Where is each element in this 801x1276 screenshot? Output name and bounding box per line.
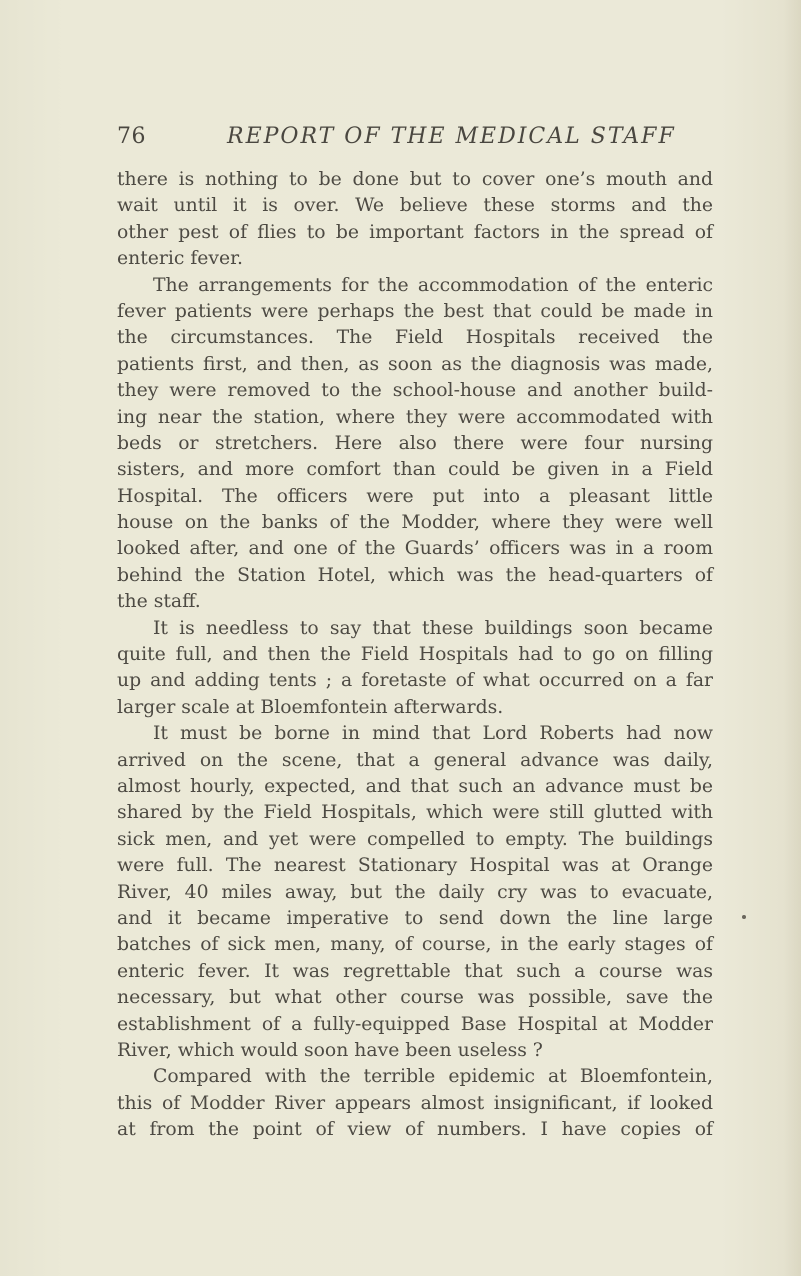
page-number: 76 [117, 124, 146, 149]
paragraph [117, 1064, 713, 1143]
text-line: they were removed to the school-house and another build- [117, 380, 713, 402]
text-line: and it became imperative to send down the line large [117, 907, 713, 929]
text-line: It must be borne in mind that Lord Roberts had now [153, 723, 713, 745]
text-line: wait until it is over. We believe these storms and the [117, 195, 713, 217]
text-line: beds or stretchers. Here also there were four nursing [117, 432, 713, 454]
paragraph [117, 616, 713, 722]
text-line: fever patients were perhaps the best that could be made in [117, 300, 713, 322]
text-line: The arrangements for the accommodation of the enteric [153, 274, 713, 296]
text-line: enteric fever. It was regrettable that such a course was [117, 960, 713, 982]
text-line: River, which would soon have been useless ? [117, 1039, 543, 1061]
text-line: were full. The nearest Stationary Hospital was at Orange [117, 855, 713, 877]
text-line: necessary, but what other course was possible, save the [117, 987, 713, 1009]
page-edge-shadow [783, 0, 801, 1276]
text-line: larger scale at Bloemfontein afterwards. [117, 696, 504, 718]
text-line: sick men, and yet were compelled to empty. The buildings [117, 828, 713, 850]
text-line: establishment of a fully-equipped Base Hospital at Modder [117, 1013, 713, 1035]
text-line: up and adding tents ; a foretaste of what occurred on a far [117, 670, 713, 692]
paragraph [117, 167, 713, 273]
text-line: River, 40 miles away, but the daily cry was to evacuate, [117, 881, 713, 903]
text-line: batches of sick men, many, of course, in the early stages of [117, 934, 713, 956]
running-title: REPORT OF THE MEDICAL STAFF [227, 124, 676, 149]
margin-dot-mark [742, 915, 746, 919]
text-line: arrived on the scene, that a general advance was daily, [117, 749, 713, 771]
text-line: quite full, and then the Field Hospitals had to go on filling [117, 644, 713, 666]
text-line: there is nothing to be done but to cover one’s mouth and [117, 169, 713, 190]
paragraph [117, 721, 713, 1064]
text-line: Hospital. The officers were put into a pleasant little [117, 485, 713, 507]
body-text [117, 167, 713, 1143]
text-line: enteric fever. [117, 248, 244, 270]
text-line: other pest of flies to be important factors in the spread of [117, 221, 713, 243]
text-line: It is needless to say that these buildings soon became [153, 617, 713, 639]
text-line: shared by the Field Hospitals, which were still glutted with [117, 802, 713, 824]
paragraph [117, 273, 713, 616]
text-line: the circumstances. The Field Hospitals received the [117, 327, 713, 349]
text-line: patients first, and then, as soon as the diagnosis was made, [117, 353, 713, 375]
text-line: at from the point of view of numbers. I have copies of [117, 1119, 713, 1141]
text-line: ing near the station, where they were accommodated with [117, 406, 713, 428]
text-line: Compared with the terrible epidemic at Bloemfontein, [153, 1066, 713, 1088]
text-line: the staff. [117, 591, 201, 613]
running-head [117, 122, 717, 154]
text-line: sisters, and more comfort than could be given in a Field [117, 459, 713, 481]
text-line: almost hourly, expected, and that such an advance must be [117, 775, 713, 797]
text-line: looked after, and one of the Guards’ officers was in a room [117, 538, 713, 560]
text-line: behind the Station Hotel, which was the head-quarters of [117, 564, 713, 586]
text-line: this of Modder River appears almost insignificant, if looked [117, 1092, 713, 1114]
text-line: house on the banks of the Modder, where they were well [117, 512, 713, 534]
